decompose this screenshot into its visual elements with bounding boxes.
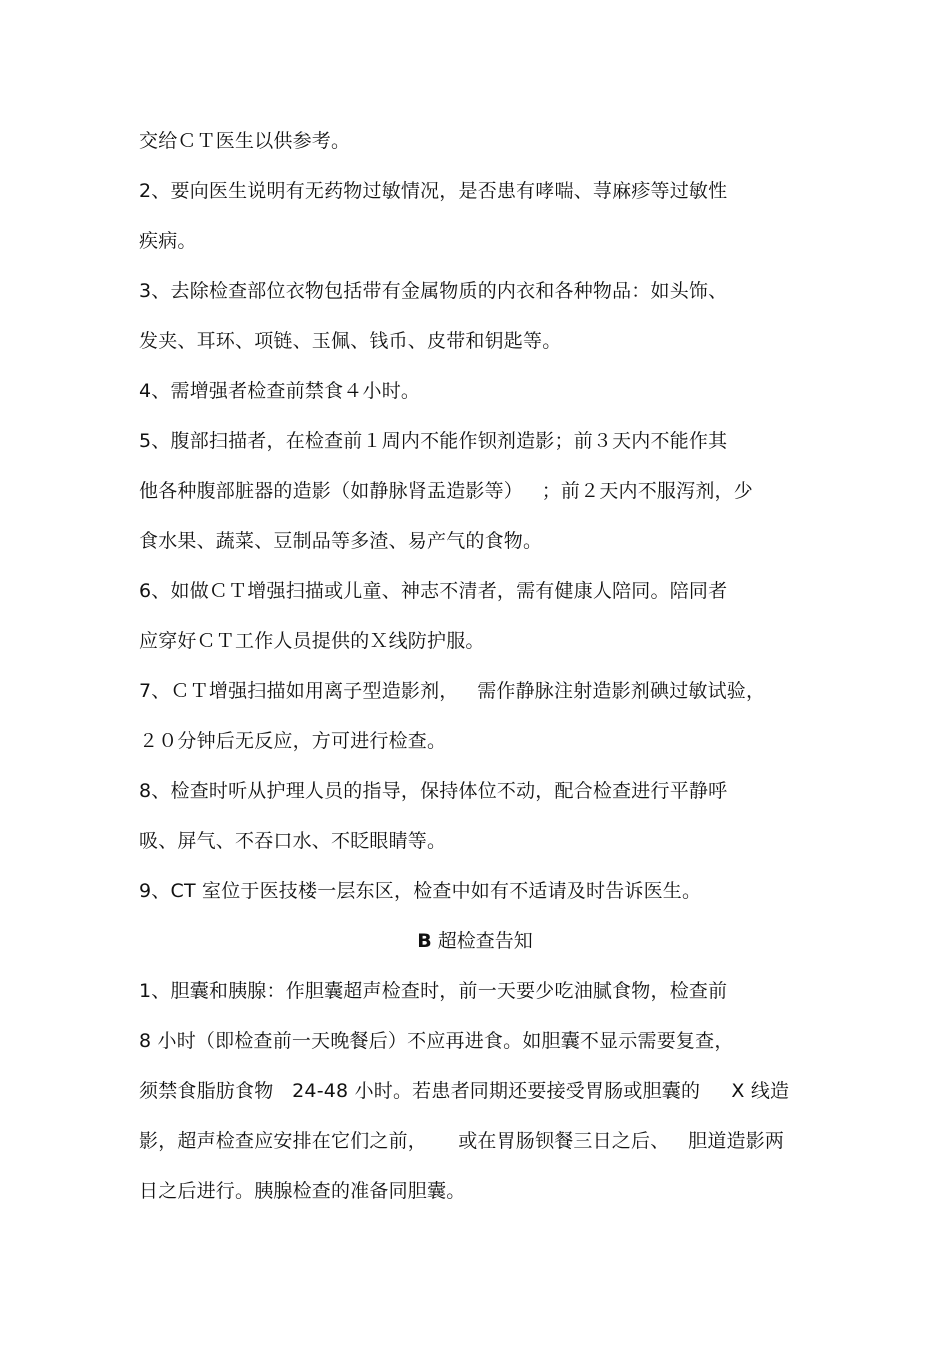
- text-line: 发夹、耳环、项链、玉佩、钱币、皮带和钥匙等。: [139, 330, 562, 352]
- text-line: 9、CT 室位于医技楼一层东区，检查中如有不适请及时告诉医生。: [139, 880, 702, 902]
- text-line: 8、检查时听从护理人员的指导，保持体位不动，配合检查进行平静呼: [139, 780, 728, 802]
- section-heading-text: 超检查告知: [437, 930, 533, 952]
- text-line: 食水果、蔬菜、豆制品等多渣、易产气的食物。: [139, 530, 543, 552]
- text-line: 他各种腹部脏器的造影（如静脉肾盂造影等） ；前２天内不服泻剂，少: [139, 480, 753, 502]
- text-line: 5、腹部扫描者，在检查前１周内不能作钡剂造影；前３天内不能作其: [139, 430, 728, 452]
- section-heading: [0, 928, 950, 954]
- text-line: 3、去除检查部位衣物包括带有金属物质的内衣和各种物品：如头饰、: [139, 280, 728, 302]
- section-heading-prefix: B: [417, 930, 432, 952]
- text-line: 6、如做ＣＴ增强扫描或儿童、神志不清者，需有健康人陪同。陪同者: [139, 580, 728, 602]
- text-line: 应穿好ＣＴ工作人员提供的Ｘ线防护服。: [139, 630, 485, 652]
- text-line: 影，超声检查应安排在它们之前， 或在胃肠钡餐三日之后、 胆道造影两: [139, 1130, 785, 1152]
- text-line: 须禁食脂肪食物 24-48 小时。若患者同期还要接受胃肠或胆囊的 X 线造: [139, 1080, 790, 1102]
- text-line: 4、需增强者检查前禁食４小时。: [139, 380, 421, 402]
- text-line: 2、要向医生说明有无药物过敏情况，是否患有哮喘、荨麻疹等过敏性: [139, 180, 728, 202]
- text-line: 疾病。: [139, 230, 197, 252]
- text-line: 交给ＣＴ医生以供参考。: [139, 130, 351, 152]
- text-line: ２０分钟后无反应，方可进行检查。: [139, 730, 447, 752]
- text-line: 1、胆囊和胰腺：作胆囊超声检查时，前一天要少吃油腻食物，检查前: [139, 980, 728, 1002]
- text-line: 日之后进行。胰腺检查的准备同胆囊。: [139, 1180, 466, 1202]
- text-line: 8 小时（即检查前一天晚餐后）不应再进食。如胆囊不显示需要复查，: [139, 1030, 734, 1052]
- text-line: 7、ＣＴ增强扫描如用离子型造影剂， 需作静脉注射造影剂碘过敏试验，: [139, 680, 766, 702]
- text-line: 吸、屏气、不吞口水、不眨眼睛等。: [139, 830, 447, 852]
